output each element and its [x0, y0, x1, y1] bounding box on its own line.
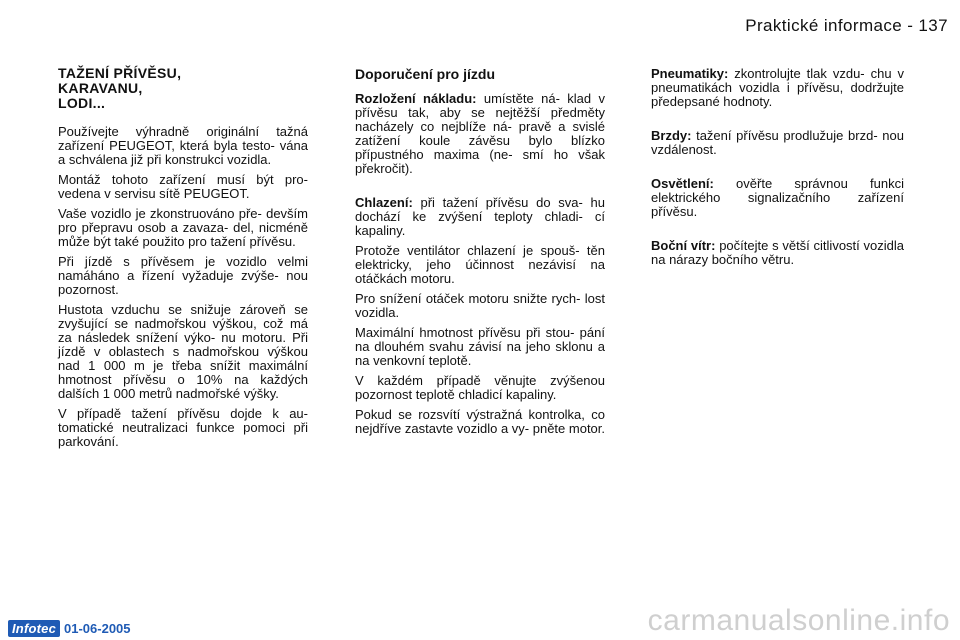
infotec-logo: Infotec: [8, 620, 60, 637]
footer: [8, 620, 131, 637]
heading-line-2: KARAVANU,: [58, 80, 143, 96]
section-heading: [58, 66, 308, 111]
paragraph-load-distribution: [355, 92, 605, 176]
paragraph-coolant-temp: V každém případě věnujte zvýšenou pozornost teplotě chladicí kapaliny.: [355, 373, 605, 402]
heading-line-1: TAŽENÍ PŘÍVĚSU,: [58, 65, 182, 81]
cooling-label: Chlazení:: [355, 195, 413, 210]
column-trailer-towing: [58, 66, 308, 455]
paragraph-brakes: [651, 129, 904, 157]
paragraph-vehicle-design: Vaše vozidlo je zkonstruováno pře- devším pro přepravu osob a zavaza- del, nicméně může být také použito pro tažení přívěsu.: [58, 206, 308, 249]
footer-date: 01-06-2005: [64, 621, 131, 636]
paragraph-warning-lamp: Pokud se rozsvítí výstražná kontrolka, co nejdříve zastavte vozidlo a vy- pněte motor.: [355, 407, 606, 436]
paragraph-altitude: Hustota vzduchu se snižuje zároveň se zvyšující se nadmořskou výškou, což má za následek snížení výko- nu motoru. Při jízdě v oblastech s nadmořskou výškou nad 1 000 m je třeba snížit maximální hmotnost přívěsu o 10% na každých dalších 1 000 metrů nadmořské výšky.: [58, 302, 308, 401]
paragraph-engine-speed: Pro snížení otáček motoru snižte rych- lost vozidla.: [355, 291, 605, 320]
paragraph-lighting: [651, 177, 904, 219]
paragraph-driving-strain: Při jízdě s přívěsem je vozidlo velmi namáháno a řízení vyžaduje zvýše- nou pozornost.: [58, 254, 308, 297]
brakes-label: Brzdy:: [651, 128, 692, 143]
lights-label: Osvětlení:: [651, 176, 714, 191]
column-checks: [651, 67, 904, 287]
column-driving-advice: [355, 66, 605, 442]
wind-text: počítejte s větší citlivostí vozidla na nárazy bočního větru.: [651, 238, 904, 267]
lights-text: ověřte správnou funkci elektrického signalizačního zařízení přívěsu.: [651, 176, 904, 219]
paragraph-cooling: [355, 196, 605, 238]
load-text: umístěte ná- klad v přívěsu tak, aby se nejtěžší předměty nacházely co nejblíže ná- pravě a svislé zatížení koule závěsu bylo blízko přípustného maxima (ne- smí ho však překročit).: [355, 91, 605, 176]
paragraph-tyres: [651, 67, 904, 109]
brakes-text: tažení přívěsu prodlužuje brzd- nou vzdálenost.: [651, 128, 904, 157]
driving-advice-heading: Doporučení pro jízdu: [355, 66, 495, 82]
tyres-text: zkontrolujte tlak vzdu- chu v pneumatikách vozidla i přívěsu, dodržujte předepsané hodnoty.: [651, 66, 904, 109]
watermark: carmanualsonline.info: [647, 604, 950, 637]
cooling-text: při tažení přívěsu do sva- hu dochází ke zvýšení teploty chladi- cí kapaliny.: [355, 195, 605, 238]
page-header: Praktické informace - 137: [745, 16, 948, 35]
paragraph-genuine-towbar: Používejte výhradně originální tažná zařízení PEUGEOT, která byla testo- vána a schválena již při konstrukci vozidla.: [58, 124, 308, 167]
paragraph-max-mass: Maximální hmotnost přívěsu při stou- pání na dlouhém svahu závisí na jeho sklonu a na venkovní teplotě.: [355, 325, 605, 368]
heading-line-3: LODI...: [58, 95, 106, 111]
paragraph-side-wind: [651, 239, 904, 267]
load-label: Rozložení nákladu:: [355, 91, 477, 106]
paragraph-installation: Montáž tohoto zařízení musí být pro- vedena v servisu sítě PEUGEOT.: [58, 172, 308, 201]
wind-label: Boční vítr:: [651, 238, 716, 253]
paragraph-fan: Protože ventilátor chlazení je spouš- těn elektricky, jeho účinnost nezávisí na otáčkách motoru.: [355, 243, 605, 286]
tyres-label: Pneumatiky:: [651, 66, 729, 81]
paragraph-parking-assist: V případě tažení přívěsu dojde k au- tomatické neutralizaci funkce pomoci při parkování.: [58, 406, 308, 449]
